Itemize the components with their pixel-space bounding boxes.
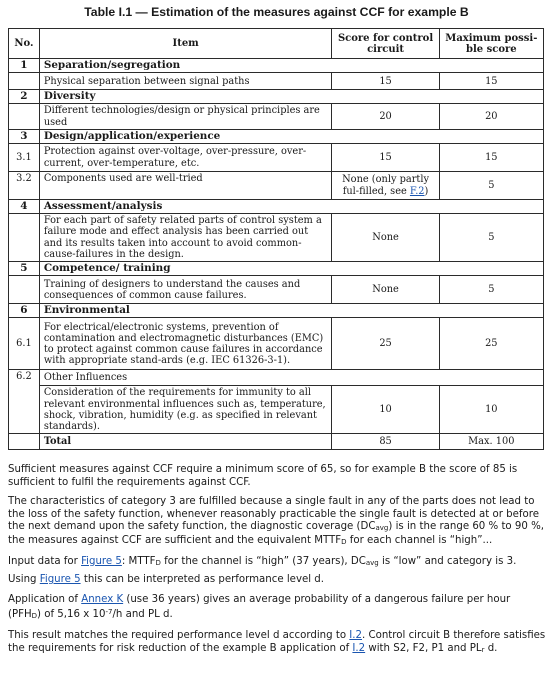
row-score <box>332 172 439 200</box>
section-number: 3 <box>9 129 40 143</box>
section-number: 6 <box>9 304 40 318</box>
table-row <box>9 172 544 200</box>
paragraph-category: The characteristics of category 3 are fulfilled because a single fault in any of the parts does not lead to the loss of the safety function, whenever reasonably practicable the single fault is detected at or before the next demand upon the safety function, the diagnostic coverage (DCavg) is in the range 60 % to 90 %, the measures against CCF are sufficient and the equivalent MTTFD for each channel is “high”... <box>8 496 545 546</box>
section-title: Environmental <box>39 304 543 318</box>
section-row-3 <box>9 129 544 143</box>
row-number: 6.1 <box>9 318 40 370</box>
section-row-5 <box>9 262 544 276</box>
section-title: Separation/segregation <box>39 59 543 73</box>
section-title: Design/application/experience <box>39 129 543 143</box>
row-item: Components used are well-tried <box>39 172 332 200</box>
row-number: 6.2 <box>9 370 40 434</box>
header-max: Maximum possi-ble score <box>439 29 543 59</box>
section-title: Competence/ training <box>39 262 543 276</box>
row-item: Consideration of the requirements for immunity to all relevant environmental influences such as, temperature, shock, vibration, humidity (e.g. as specified in relevant standards). <box>39 386 332 434</box>
row-max: 5 <box>439 276 543 304</box>
clause-link[interactable]: F.2 <box>409 185 425 197</box>
section-number: 2 <box>9 90 40 104</box>
row-number <box>9 104 40 129</box>
row-item: Training of designers to understand the causes and consequences of common cause failures. <box>39 276 332 304</box>
table-row <box>9 318 544 370</box>
table-header-row <box>9 29 544 59</box>
row-score: 15 <box>332 144 439 172</box>
row-number: 3.1 <box>9 144 40 172</box>
section-row-2 <box>9 90 544 104</box>
row-score: 20 <box>332 104 439 129</box>
ccf-table <box>8 28 544 450</box>
table-row <box>9 104 544 129</box>
figure-link[interactable]: Figure 5 <box>39 574 81 586</box>
row-item: For each part of safety related parts of control system a failure mode and effect analysis has been carried out and its results taken into account to avoid common-cause-failures in the design. <box>39 214 332 262</box>
row-max: 20 <box>439 104 543 129</box>
section-number: 4 <box>9 200 40 214</box>
row-subtitle: Other Influences <box>39 370 543 386</box>
row-number <box>9 73 40 90</box>
clause-link[interactable]: I.2 <box>349 629 363 641</box>
section-row-1 <box>9 59 544 73</box>
row-score: 10 <box>332 386 439 434</box>
row-item: Different technologies/design or physical principles are used <box>39 104 332 129</box>
table-caption: Table I.1 — Estimation of the measures against CCF for example B <box>84 5 469 19</box>
paragraph-result: This result matches the required performance level d according to I.2. Control circuit B therefore satisfies the requirements for risk reduction of the example B application of I.2 with S2, F2, P1 and PLr d. <box>8 629 546 654</box>
annex-link[interactable]: Annex K <box>81 593 124 605</box>
section-title: Assessment/analysis <box>39 200 543 214</box>
section-number: 5 <box>9 262 40 276</box>
row-number: 3.2 <box>9 172 40 200</box>
paragraph-score-conclusion: Sufficient measures against CCF require a minimum score of 65, so for example B the score of 85 is sufficient to fulfil the requirements against CCF. <box>8 464 518 488</box>
clause-link[interactable]: I.2 <box>352 642 366 654</box>
table-row <box>9 214 544 262</box>
section-number: 1 <box>9 59 40 73</box>
score-text-end: ) <box>424 185 429 197</box>
paragraph-using-figure: Using Figure 5 this can be interpreted as performance level d. <box>8 574 325 586</box>
table-row <box>9 73 544 90</box>
body-text <box>8 464 546 663</box>
row-max: 5 <box>439 214 543 262</box>
section-row-6 <box>9 304 544 318</box>
total-row <box>9 434 544 450</box>
total-label: Total <box>39 434 332 450</box>
total-score: 85 <box>332 434 439 450</box>
row-max: 5 <box>439 172 543 200</box>
row-score: 15 <box>332 73 439 90</box>
paragraph-input-data: Input data for Figure 5: MTTFD for the channel is “high” (37 years), DCavg is “low” and category is 3. <box>8 555 517 567</box>
header-score: Score for control circuit <box>332 29 439 59</box>
row-score: 25 <box>332 318 439 370</box>
row-number <box>9 434 40 450</box>
row-max: 15 <box>439 144 543 172</box>
row-number <box>9 214 40 262</box>
section-row-4 <box>9 200 544 214</box>
table-row <box>9 386 544 434</box>
row-score: None <box>332 214 439 262</box>
row-item: Protection against over-voltage, over-pressure, over-current, over-temperature, etc. <box>39 144 332 172</box>
table-row <box>9 370 544 386</box>
figure-link[interactable]: Figure 5 <box>81 555 122 567</box>
header-no: No. <box>9 29 40 59</box>
row-item: For electrical/electronic systems, prevention of contamination and electromagnetic disturbances (EMC) to protect against common cause failures in accordance with appropriate stand-ards (e.g. IEC 61326-3-1). <box>39 318 332 370</box>
paragraph-annex: Application of Annex K (use 36 years) gives an average probability of a dangerous failure per hour (PFHD) of 5,16 x $10^{-7}/h$ and PL d. <box>8 593 511 621</box>
header-item: Item <box>39 29 332 59</box>
table-row <box>9 144 544 172</box>
section-title: Diversity <box>39 90 543 104</box>
row-item: Physical separation between signal paths <box>39 73 332 90</box>
row-number <box>9 276 40 304</box>
total-max: Max. 100 <box>439 434 543 450</box>
row-max: 25 <box>439 318 543 370</box>
row-max: 15 <box>439 73 543 90</box>
score-text: None (only partly ful-filled, see <box>342 174 429 197</box>
row-max: 10 <box>439 386 543 434</box>
row-score: None <box>332 276 439 304</box>
table-row <box>9 276 544 304</box>
